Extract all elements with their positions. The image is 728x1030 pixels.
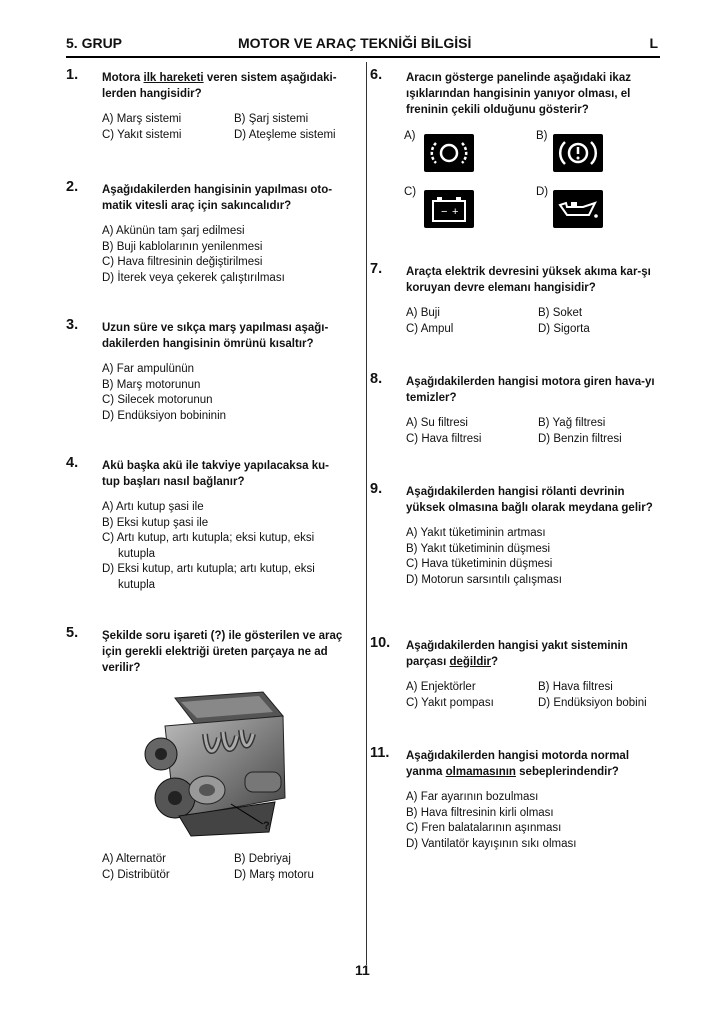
option-b[interactable]: B) Yağ filtresi: [538, 417, 606, 429]
option-a[interactable]: A) Marş sistemi: [102, 113, 182, 125]
option-d[interactable]: D) Eksi kutup, artı kutupla; artı kutup, eksi kutupla: [102, 563, 315, 591]
battery-minus-text: −: [441, 206, 448, 218]
question-text: Aşağıdakilerden hangisi motora giren hava-yı temizler?: [406, 376, 655, 404]
option-c[interactable]: C) Artı kutup, artı kutupla; eksi kutup, eksi kutupla: [102, 532, 315, 560]
brake-disc-icon[interactable]: [424, 134, 474, 172]
option-d[interactable]: D) Endüksiyon bobininin: [102, 409, 227, 422]
option-a[interactable]: A) Enjektörler: [406, 681, 476, 693]
question-text: Aşağıdakilerden hangisi yakıt sisteminin parçası değildir?: [406, 640, 628, 668]
group-label: 5. GRUP: [66, 35, 123, 51]
option-c[interactable]: C) Ampul: [406, 322, 454, 335]
column-divider: [366, 62, 367, 965]
options: [406, 526, 660, 588]
option-a[interactable]: A) Yakıt tüketiminin artması: [406, 527, 546, 539]
option-b[interactable]: B) Debriyaj: [234, 853, 291, 865]
option-a[interactable]: A) Alternatör: [102, 853, 166, 865]
question-text: Motora ilk hareketi veren sistem aşağıdaki-lerden hangisidir?: [102, 72, 337, 100]
option-c[interactable]: C) Silecek motorunun: [102, 394, 213, 406]
question-11: 11. Aşağıdakilerden hangisi motorda normal yanma olmamasının sebeplerindendir? A) Far ayarının bozulması B) Hava filtresinin kirli olması C) Fren balatalarının aşınması D) Vantilatör kayışının sıkı olması: [370, 748, 660, 852]
options: [102, 224, 341, 286]
option-b[interactable]: B) Hava filtresi: [538, 681, 613, 693]
battery-icon[interactable]: [424, 190, 474, 228]
booklet-letter: L: [649, 35, 658, 51]
option-d[interactable]: D) İterek veya çekerek çalıştırılması: [102, 271, 285, 284]
question-5-options: [66, 852, 341, 883]
question-3: 3. Uzun süre ve sıkça marş yapılması aşağı-dakilerden hangisinin ömrünü kısaltır? A) Far ampulünün B) Marş motorunun C) Silecek motorunun D) Endüksiyon bobininin: [66, 320, 341, 424]
question-text: Aşağıdakilerden hangisi motorda normal yanma olmamasının sebeplerindendir?: [406, 750, 630, 778]
option-d[interactable]: D) Endüksiyon bobini: [538, 696, 647, 709]
option-d[interactable]: D): [536, 186, 549, 198]
question-7: 7. Araçta elektrik devresini yüksek akıma kar-şı koruyan devre elemanı hangisidir? A) Buji B) Soket C) Ampul D) Sigorta: [370, 264, 660, 337]
option-a[interactable]: A) Akünün tam şarj edilmesi: [102, 225, 245, 237]
question-marker: ?: [263, 820, 270, 832]
question-4: 4. Akü başka akü ile takviye yapılacaksa ku-tup başları nasıl bağlanır? A) Artı kutup şasi ile B) Eksi kutup şasi ile C) Artı kutup, artı kutupla; eksi kutup, eksi kutupla D) Eksi kutup, artı kutupla; artı kutup, eksi kutupla: [66, 458, 341, 593]
question-text: Aracın gösterge panelinde aşağıdaki ikaz ışıklarından hangisinin yanıyor olması, el freninin çekili olduğunu gösterir?: [406, 72, 631, 116]
question-text: Araçta elektrik devresini yüksek akıma kar-şı koruyan devre elemanı hangisidir?: [406, 266, 651, 294]
option-b[interactable]: B) Buji kablolarının yenilenmesi: [102, 240, 263, 253]
engine-illustration: [135, 686, 295, 838]
option-a[interactable]: A) Su filtresi: [406, 417, 468, 429]
option-a[interactable]: A): [404, 130, 416, 142]
question-text: Şekilde soru işareti (?) ile gösterilen ve araç için gerekli elektriği üreten parçaya ne ad verilir?: [102, 630, 343, 674]
options: [102, 112, 341, 143]
question-text: Aşağıdakilerden hangisi rölanti devrinin yüksek olmasına bağlı olarak meydana gelir?: [406, 486, 653, 514]
question-1: 1. Motora ilk hareketi veren sistem aşağıdaki-lerden hangisidir? A) Marş sistemi B) Şarj sistemi C) Yakıt sistemi D) Ateşleme sistemi: [66, 70, 341, 143]
oil-can-icon[interactable]: [553, 190, 603, 228]
question-text: Akü başka akü ile takviye yapılacaksa ku-tup başları nasıl bağlanır?: [102, 460, 329, 488]
option-d[interactable]: D) Sigorta: [538, 322, 590, 335]
option-d[interactable]: D) Marş motoru: [234, 868, 314, 881]
option-c[interactable]: C): [404, 186, 417, 198]
option-c[interactable]: C) Yakıt sistemi: [102, 128, 182, 141]
option-b[interactable]: B) Soket: [538, 307, 583, 319]
header-divider: [66, 56, 660, 58]
options: [406, 790, 660, 852]
option-d[interactable]: D) Motorun sarsıntılı çalışması: [406, 573, 562, 586]
page-header: [66, 35, 658, 55]
options: [406, 416, 660, 447]
option-c[interactable]: C) Yakıt pompası: [406, 696, 494, 709]
option-b[interactable]: B) Eksi kutup şasi ile: [102, 516, 209, 529]
option-c[interactable]: C) Hava tüketiminin düşmesi: [406, 558, 553, 570]
question-10: 10. Aşağıdakilerden hangisi yakıt sisteminin parçası değildir? A) Enjektörler B) Hava filtresi C) Yakıt pompası D) Endüksiyon bobini: [370, 638, 660, 711]
parking-brake-icon[interactable]: [553, 134, 603, 172]
option-a[interactable]: A) Far ayarının bozulması: [406, 791, 539, 803]
question-text: Uzun süre ve sıkça marş yapılması aşağı-dakilerden hangisinin ömrünü kısaltır?: [102, 322, 329, 350]
option-c[interactable]: C) Fren balatalarının aşınması: [406, 822, 562, 834]
options: [406, 306, 660, 337]
option-d[interactable]: D) Ateşleme sistemi: [234, 128, 336, 141]
option-b[interactable]: B) Hava filtresinin kirli olması: [406, 806, 554, 819]
option-b[interactable]: B) Yakıt tüketiminin düşmesi: [406, 542, 551, 555]
question-2: 2. Aşağıdakilerden hangisinin yapılması oto-matik vitesli araç için sakıncalıdır? A) Akünün tam şarj edilmesi B) Buji kablolarının yenilenmesi C) Hava filtresinin değiştirilmesi D) İterek veya çekerek çalıştırılması: [66, 182, 341, 286]
option-a[interactable]: A) Buji: [406, 307, 440, 319]
question-9: 9. Aşağıdakilerden hangisi rölanti devrinin yüksek olmasına bağlı olarak meydana gelir? A) Yakıt tüketiminin artması B) Yakıt tüketiminin düşmesi C) Hava tüketiminin düşmesi D) Motorun sarsıntılı çalışması: [370, 484, 660, 588]
question-5: 5. Şekilde soru işareti (?) ile gösterilen ve araç için gerekli elektriği üreten parçaya ne ad verilir?: [66, 628, 356, 676]
option-a[interactable]: A) Far ampulünün: [102, 363, 195, 375]
option-c[interactable]: C) Distribütör: [102, 868, 170, 881]
option-c[interactable]: C) Hava filtresinin değiştirilmesi: [102, 256, 263, 268]
option-c[interactable]: C) Hava filtresi: [406, 432, 482, 445]
options: [102, 852, 341, 883]
option-b[interactable]: B) Marş motorunun: [102, 378, 201, 391]
page-number: 11: [355, 962, 370, 978]
option-b[interactable]: B): [536, 130, 548, 142]
battery-plus-text: +: [452, 206, 459, 218]
question-text: Aşağıdakilerden hangisinin yapılması oto-matik vitesli araç için sakıncalıdır?: [102, 184, 333, 212]
question-6: 6. Aracın gösterge panelinde aşağıdaki ikaz ışıklarından hangisinin yanıyor olması, el freninin çekili olduğunu gösterir?: [370, 70, 660, 118]
question-8: 8. Aşağıdakilerden hangisi motora giren hava-yı temizler? A) Su filtresi B) Yağ filtresi C) Hava filtresi D) Benzin filtresi: [370, 374, 660, 447]
option-b[interactable]: B) Şarj sistemi: [234, 113, 309, 125]
option-a[interactable]: A) Artı kutup şasi ile: [102, 501, 204, 513]
option-d[interactable]: D) Vantilatör kayışının sıkı olması: [406, 837, 577, 850]
options: [102, 500, 341, 593]
page-title: MOTOR VE ARAÇ TEKNİĞİ BİLGİSİ: [238, 35, 472, 51]
option-d[interactable]: D) Benzin filtresi: [538, 432, 622, 445]
options: [406, 680, 660, 711]
options: [102, 362, 341, 424]
